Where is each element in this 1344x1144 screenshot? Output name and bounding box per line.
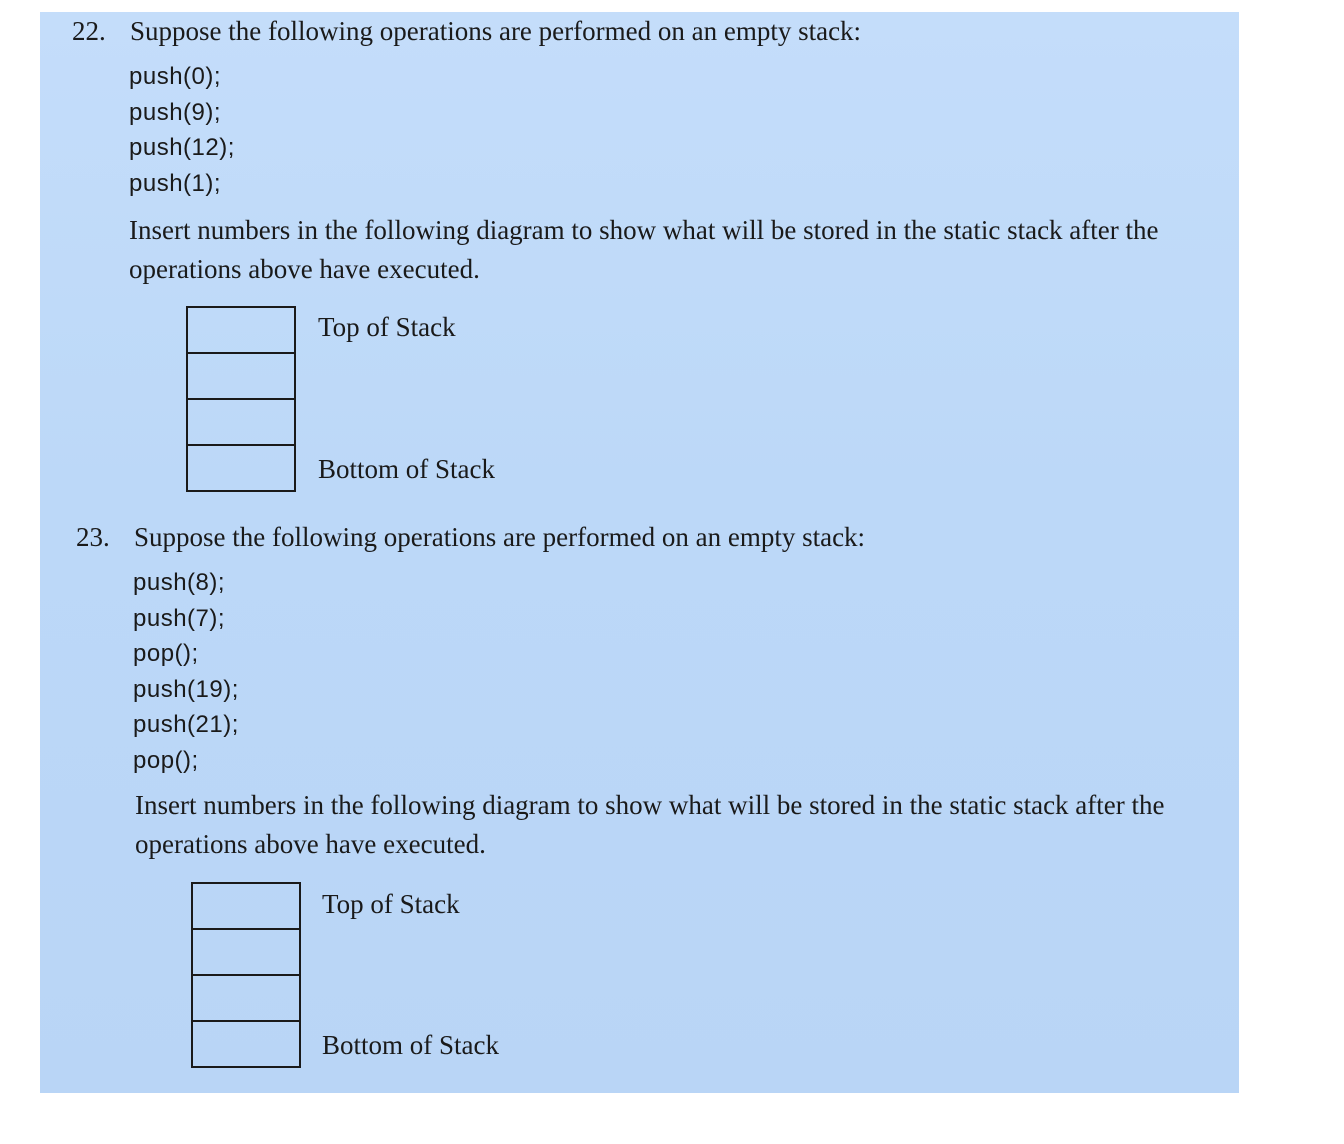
operations-list bbox=[129, 59, 235, 201]
operation: pop(); bbox=[133, 746, 199, 774]
top-of-stack-label: Top of Stack bbox=[318, 312, 456, 342]
question-prompt: Suppose the following operations are performed on an empty stack: bbox=[134, 522, 866, 552]
stack-cell-bottom[interactable] bbox=[193, 1022, 299, 1068]
top-of-stack-label: Top of Stack bbox=[322, 889, 460, 919]
stack-cell[interactable] bbox=[193, 930, 299, 976]
operation: push(9); bbox=[129, 98, 222, 126]
question-heading bbox=[76, 522, 865, 553]
operation: push(0); bbox=[129, 63, 222, 90]
stack-cell[interactable] bbox=[193, 976, 299, 1022]
operation: push(12); bbox=[129, 134, 235, 161]
question-number: 22. bbox=[72, 16, 106, 46]
question-number: 23. bbox=[76, 522, 110, 552]
operation: push(8); bbox=[133, 569, 226, 596]
bottom-of-stack-label: Bottom of Stack bbox=[318, 454, 495, 484]
stack-cell[interactable] bbox=[188, 354, 294, 400]
textbook-page bbox=[40, 12, 1239, 1093]
stack-diagram bbox=[186, 306, 296, 492]
operation: push(7); bbox=[133, 604, 226, 632]
stack-cell-top[interactable] bbox=[193, 884, 299, 930]
operation: push(19); bbox=[133, 675, 239, 703]
question-heading bbox=[72, 16, 861, 47]
question-prompt: Suppose the following operations are performed on an empty stack: bbox=[130, 16, 862, 46]
stack-cell-top[interactable] bbox=[188, 308, 294, 354]
stack-cell-bottom[interactable] bbox=[188, 446, 294, 492]
instruction-text: Insert numbers in the following diagram to show what will be stored in the static stack after the operations above have executed. bbox=[129, 215, 1159, 284]
operation: pop(); bbox=[133, 640, 199, 667]
stack-diagram bbox=[191, 882, 301, 1068]
operation: push(21); bbox=[133, 711, 239, 738]
bottom-of-stack-label: Bottom of Stack bbox=[322, 1030, 499, 1060]
operations-list bbox=[133, 565, 239, 778]
operation: push(1); bbox=[129, 169, 222, 197]
instruction-text: Insert numbers in the following diagram to show what will be stored in the static stack after the operations above have executed. bbox=[135, 790, 1165, 859]
stack-cell[interactable] bbox=[188, 400, 294, 446]
